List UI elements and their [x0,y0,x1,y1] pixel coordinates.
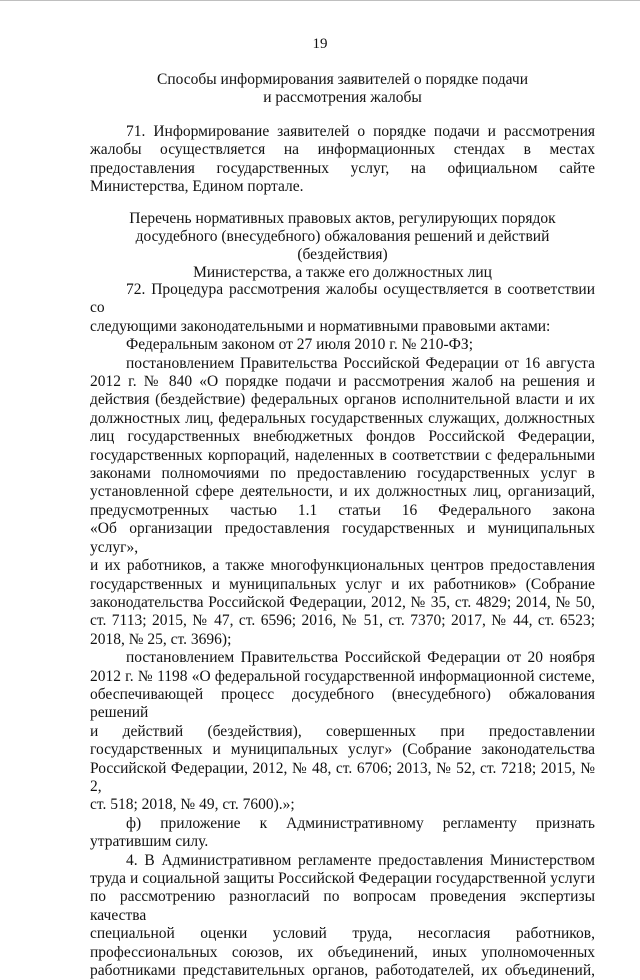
text-line: профессиональных союзов, их объединений, иных уполномоченных [90,943,595,961]
section-heading-legal-acts [90,210,595,282]
paragraph-71 [90,123,595,197]
text-line: 4. В Административном регламенте предоставления Министерством [126,851,595,869]
heading-line: Министерства, а также его должностных лиц [193,264,492,281]
text-line: предоставления государственных услуг, на официальном сайте [90,159,595,177]
text-line: 2012 г. № 840 «О порядке подачи и рассмотрения жалоб на решения и [90,373,595,391]
text-line: законами полномочиями по предоставлению государственных услуг в [90,465,595,483]
section-heading-informing [90,71,595,107]
text-line: ф) приложение к Административному регламенту признать [126,814,595,832]
text-line: предусмотренных частью 1.1 статьи 16 Федерального закона [90,501,595,519]
page-top-border [0,0,640,1]
text-line: установленной сфере деятельности, и их должностных лиц, организаций, [90,483,595,501]
heading-line: и рассмотрения жалобы [263,89,422,106]
text-line: 2012 г. № 1198 «О федеральной государственной информационной системе, [90,667,595,685]
text-line: 72. Процедура рассмотрения жалобы осуществляется в соответствии со [90,281,595,317]
text-line: государственных и муниципальных услуг и их работников» (Собрание [90,575,595,593]
text-line: по рассмотрению разногласий по вопросам проведения экспертизы качества [90,888,595,924]
heading-line: Перечень нормативных правовых актов, регулирующих порядок [129,210,556,227]
text-line: утратившим силу. [90,833,209,851]
text-line: труда и социальной защиты Российской Федерации государственной услуги [90,870,595,887]
text-line: ст. 7113; 2015, № 47, ст. 6596; 2016, № 51, ст. 7370; 2017, № 44, ст. 6523; [90,612,595,630]
text-line: Федеральным законом от 27 июля 2010 г. № 210-ФЗ; [126,336,474,354]
text-line: 2018, № 25, ст. 3696); [90,630,232,648]
text-line: законодательства Российской Федерации, 2012, № 35, ст. 4829; 2014, № 50, [90,593,595,611]
text-line: действия (бездействие) федеральных органов исполнительной власти и их [90,391,595,409]
page-number: 19 [312,36,328,52]
text-line: следующими законодательными и нормативными правовыми актами: [90,317,551,335]
heading-line: досудебного (внесудебного) обжалования решений и действий (бездействия) [135,228,550,263]
text-line: 71. Информирование заявителей о порядке подачи и рассмотрения [126,123,595,140]
text-line: постановлением Правительства Российской Федерации от 20 ноября [126,649,595,667]
text-line: государственных корпораций, наделенных в соответствии с федеральными [90,446,595,464]
text-line: должностных лиц, федеральных государственных служащих, должностных [90,409,595,427]
text-line: ст. 518; 2018, № 49, ст. 7600).»; [90,796,295,814]
text-line: работниками представительных органов, работодателей, их объединений, [90,962,595,980]
text-line: «Об организации предоставления государственных и муниципальных услуг», [90,520,595,556]
paragraph-72 [90,281,595,980]
text-line: обеспечивающей процесс досудебного (внесудебного) обжалования решений [90,685,595,722]
text-line: жалобы осуществляется на информационных стендах в местах [90,141,595,159]
text-line: Российской Федерации, 2012, № 48, ст. 6706; 2013, № 52, ст. 7218; 2015, № 2, [90,759,595,795]
text-line: лиц государственных внебюджетных фондов Российской Федерации, [90,428,595,446]
text-line: постановлением Правительства Российской Федерации от 16 августа [126,354,595,372]
heading-line: Способы информирования заявителей о порядке подачи [156,71,529,88]
text-line: и действий (бездействия), совершенных при предоставлении [90,722,595,740]
text-line: государственных и муниципальных услуг» (Собрание законодательства [90,741,595,759]
text-line: и их работников, а также многофункциональных центров предоставления [90,557,595,575]
text-line: специальной оценки условий труда, несогласия работников, [90,925,595,943]
text-line: Министерства, Едином портале. [90,178,304,196]
